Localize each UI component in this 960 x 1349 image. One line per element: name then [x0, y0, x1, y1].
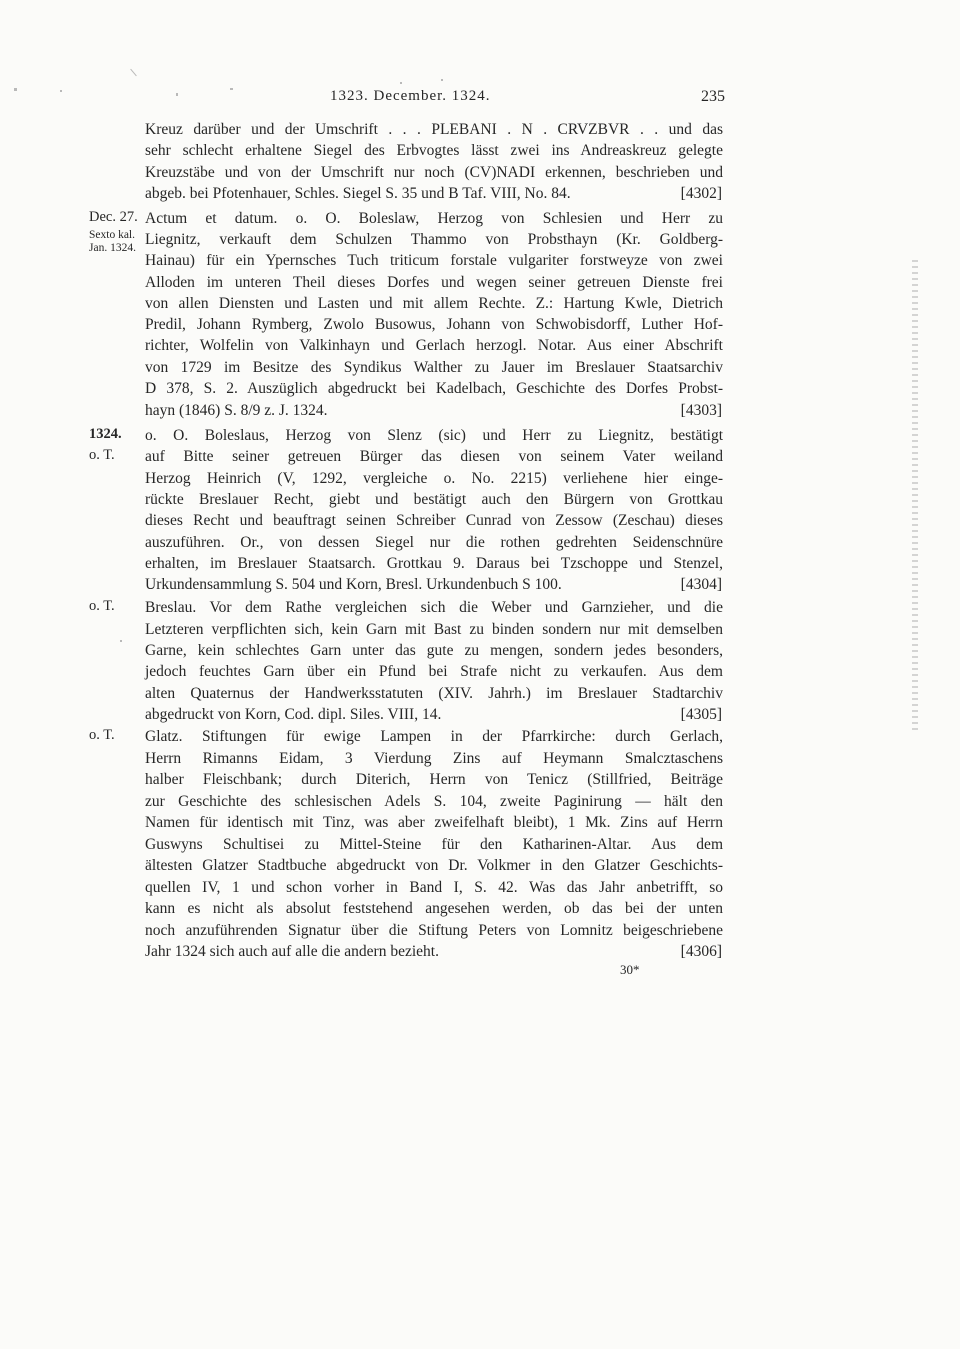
text-line: rückte Breslauer Recht, giebt und bestätigt auch den Bürgern von Grottkau [145, 491, 723, 508]
text-line: Garne, kein schlechtes Garn unter das gute zu mengen, sondern jedes besonders, [145, 642, 723, 659]
text-line: Kreuz darüber und der Umschrift . . . PLEBANI . N . CRVZBVR . . und das [145, 121, 723, 138]
text-line: noch anzuführenden Signatur über die Stiftung Peters von Lomnitz beigeschriebene [145, 922, 723, 939]
text-line: Herzog Heinrich (V, 1292, vergleiche o. No. 2215) verliehene hier einge- [145, 470, 723, 487]
text-line: ältesten Glatzer Stadtbuche abgedruckt von Dr. Volkmer in den Glatzer Geschichts- [145, 857, 723, 874]
margin-year-1324: 1324. [89, 426, 122, 442]
text-line: von allen Diensten und Lasten und mit allem Rechte. Z.: Hartung Kwle, Dietrich [145, 295, 723, 312]
text-line: Actum et datum. o. O. Boleslaw, Herzog von Schlesien und Herr zu [145, 210, 723, 227]
text-line: quellen IV, 1 und schon vorher in Band I, S. 42. Was das Jahr anbetrifft, so [145, 879, 723, 896]
text-line: Guswyns Schultisei zu Mittel-Steine für den Katharinen-Altar. Aus dem [145, 836, 723, 853]
text-line: Herrn Rimanns Eidam, 3 Vierdung Zins auf Heymann Smalcztaschens [145, 750, 723, 767]
text-line: Jahr 1324 sich auch auf alle die andern bezieht. [145, 943, 439, 960]
page-number: 235 [701, 88, 725, 105]
margin-o-t: o. T. [89, 727, 115, 743]
scan-speck [14, 88, 17, 91]
scan-speck [230, 88, 233, 90]
text-line: Namen für identisch mit Tinz, was aber zweifelhaft bleibt), 1 Mk. Zins auf Herrn [145, 814, 723, 831]
margin-o-t: o. T. [89, 598, 115, 614]
text-line: jedoch feuchtes Garn über ein Pfund bei Strafe nicht zu verkaufen. Aus dem [145, 663, 723, 680]
scan-speck [60, 90, 62, 92]
running-header: 1323. December. 1324. [330, 88, 491, 104]
text-line: o. O. Boleslaus, Herzog von Slenz (sic) und Herr zu Liegnitz, bestätigt [145, 427, 723, 444]
margin-jan-1324: Jan. 1324. [89, 242, 136, 254]
margin-sexto-kal: Sexto kal. [89, 229, 135, 241]
record-number: [4303] [680, 402, 722, 419]
text-line: Alloden im unteren Theil dieses Dorfes und wegen seiner getreuen Dienste frei [145, 274, 723, 291]
text-line: Hainau) für ein Ypernsches Tuch triticum forstale vulgariter forstweyze von zwei [145, 252, 723, 269]
text-line: hayn (1846) S. 8/9 z. J. 1324. [145, 402, 328, 419]
record-number: [4306] [680, 943, 722, 960]
margin-date-dec-27: Dec. 27. [89, 209, 138, 225]
scan-edge-noise [912, 260, 918, 730]
text-line: abgedruckt von Korn, Cod. dipl. Siles. VIII, 14. [145, 706, 442, 723]
text-line: Glatz. Stiftungen für ewige Lampen in der Pfarrkirche: durch Gerlach, [145, 728, 723, 745]
text-line: D 378, S. 2. Auszüglich abgedruckt bei Kadelbach, Geschichte des Dorfes Probst- [145, 380, 723, 397]
text-line: alten Quaternus der Handwerksstatuten (XIV. Jahrh.) im Breslauer Stadtarchiv [145, 685, 723, 702]
text-line: Breslau. Vor dem Rathe vergleichen sich die Weber und Garnzieher, und die [145, 599, 723, 616]
margin-o-t: o. T. [89, 447, 115, 463]
text-line: erhalten, im Breslauer Staatsarch. Grottkau 9. Daraus bei Tzschoppe und Stenzel, [145, 555, 723, 572]
text-line: richter, Wolfelin von Valkinhayn und Gerlach herzogl. Notar. Aus einer Abschrift [145, 337, 723, 354]
text-line: abgeb. bei Pfotenhauer, Schles. Siegel S. 35 und B Taf. VIII, No. 84. [145, 185, 571, 202]
text-line: halber Fleischbank; durch Diterich, Herrn von Tenicz (Stillfried, Beiträge [145, 771, 723, 788]
scan-speck [441, 79, 443, 81]
scan-speck [400, 82, 402, 84]
scan-speck [120, 640, 122, 642]
record-number: [4302] [680, 185, 722, 202]
text-line: von 1729 im Besitze des Syndikus Walther zu Jauer im Breslauer Staatsarchiv [145, 359, 723, 376]
scan-speck [176, 93, 178, 96]
text-line: zur Geschichte des schlesischen Adels S. 104, zweite Paginirung — hält den [145, 793, 723, 810]
text-line: kann es nicht als absolut feststehend angesehen werden, ob das bei der unten [145, 900, 723, 917]
text-line: Letzteren verpflichten sich, kein Garn mit Bast zu binden sondern nur mit demselben [145, 621, 723, 638]
text-line: auszuführen. Or., von dessen Siegel nur die rothen gedrehten Seidenschnüre [145, 534, 723, 551]
text-line: Liegnitz, verkauft dem Schulzen Thammo von Probsthayn (Kr. Goldberg- [145, 231, 723, 248]
text-line: sehr schlecht erhaltene Siegel des Erbvogtes lässt zwei ins Andreaskreuz gelegte [145, 142, 723, 159]
signature-mark: 30* [620, 962, 640, 977]
text-line: auf Bitte seiner getreuen Bürger das diesen von seinem Vater weiland [145, 448, 723, 465]
text-line: dieses Recht und beauftragt seinen Schreiber Cunrad von Zessow (Zeschau) dieses [145, 512, 723, 529]
text-line: Predil, Johann Rymberg, Zwolo Busowus, Johann von Schwobisdorff, Luther Hof- [145, 316, 723, 333]
scan-speck [130, 69, 137, 77]
record-number: [4305] [680, 706, 722, 723]
record-number: [4304] [680, 576, 722, 593]
text-line: Kreuzstäbe und von der Umschrift nur noch (CV)NADI erkennen, beschrieben und [145, 164, 723, 181]
text-line: Urkundensammlung S. 504 und Korn, Bresl. Urkundenbuch S 100. [145, 576, 562, 593]
